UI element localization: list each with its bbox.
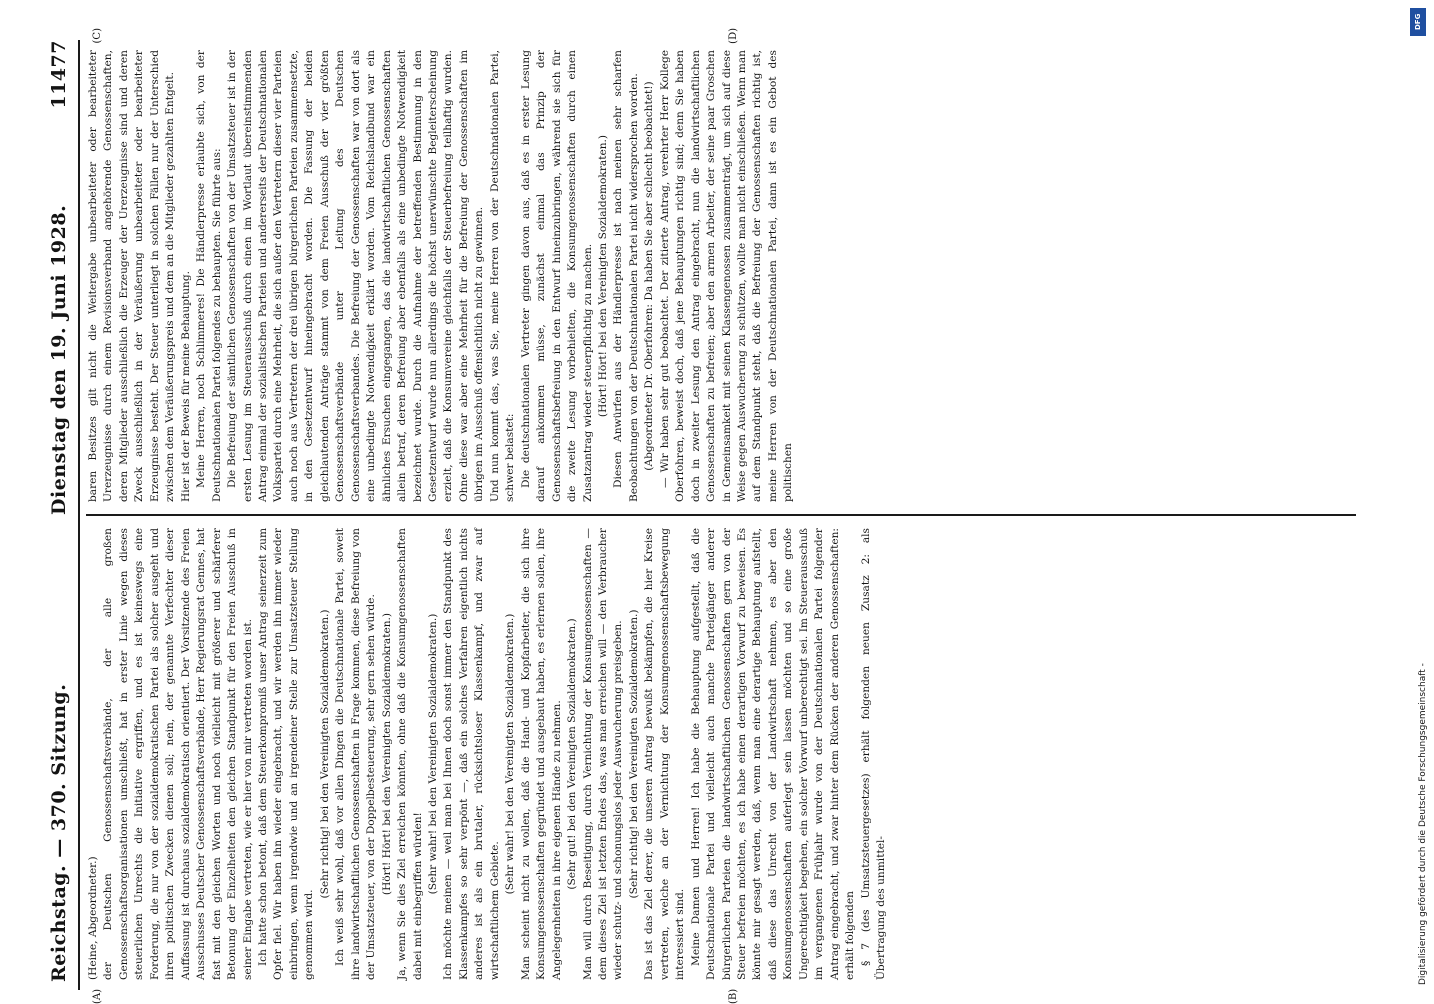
left-column [86, 528, 1371, 1004]
margin-marker-d: (D) [728, 28, 739, 44]
rotated-page-content [40, 28, 1380, 1004]
paragraph: — Wir haben sehr gut beobachtet. Der zitierte Antrag, verehrter Herr Kollege Oberfohren, beweist doch, daß jene Behauptungen richtig sind; denn Sie haben doch in zweiter Lesung den Antrag eingebracht, nun die landwirtschaftlichen Genossenschaften zu befreien; aber den armen Arbeiter, der seine paar Groschen in Gemeinsamkeit mit seinen Klassengenossen zusammenträgt, um sich auf diese Weise gegen Auswucherung zu schützen, wollte man nicht einschließen. Wenn man auf dem Standpunkt steht, daß die Befreiung der Genossenschaften richtig ist, meine Herren von der Deutschnationalen Partei, dann ist es ein Gebot des politischen [658, 50, 795, 502]
right-column [86, 28, 1371, 502]
interjection: (Sehr richtig! bei den Vereinigten Sozialdemokraten.) [318, 609, 331, 899]
paragraph: Man scheint nicht zu wollen, daß die Hand- und Kopfarbeiter, die sich ihre Konsumgenossenschaften gegründet und ausgebaut haben, es erlernen sollen, ihre Angelegenheiten in ihre eigenen Hände zu nehmen. [519, 528, 563, 980]
page-number: 11477 [48, 40, 70, 109]
paragraph: Ich weiß sehr wohl, daß vor allen Dingen die Deutschnationale Partei, soweit ihre landwirtschaftlichen Genossenschaften in Frage kommen, diese Befreiung von der Umsatzsteuer, von der Doppelbesteuerung, sehr gern sehen würde. [334, 528, 378, 980]
dfg-logo: DFG [1410, 8, 1426, 36]
paragraph: Meine Herren, noch Schlimmeres! Die Händlerpresse erlaubte sich, von der Deutschnationalen Partei folgendes zu behaupten. Sie führte aus: [195, 50, 223, 502]
speaker-line: (Heine, Abgeordneter.) [87, 856, 99, 980]
column-divider [86, 514, 1356, 516]
interjection: (Hört! Hört! bei den Vereinigten Sozialdemokraten.) [380, 612, 393, 896]
paragraph: Ja, wenn Sie dies Ziel erreichen könnten, ohne daß die Konsumgenossenschaften dabei mit einbegriffen würden! [396, 528, 424, 980]
page-header [40, 40, 78, 990]
interjection: (Hört! Hört! bei den Vereinigten Sozialdemokraten.) [596, 134, 609, 418]
paragraph: der Deutschen Genossenschaftsverbände, der alle großen Genossenschaftsorganisationen umschließt, hat in erster Linie wegen dieses steuerlichen Unrechts die Initiative ergriffen, und es ist keineswegs eine Forderung, die nur von der sozialdemokratischen Partei als solcher ausgeht und ihren politischen Zwecken dienen soll; nein, der genannte Verfechter dieser Auffassung ist durchaus sozialdemokratisch orientiert. Der Vorsitzende des Freien Ausschusses Deutscher Genossenschaftsverbände, Herr Regierungsrat Gennes, hat fast mit den gleichen Worten und noch vielleicht mit größerer und schärferer Betonung der Einzelheiten den gleichen Standpunkt für den Freien Ausschuß in seiner Eingabe vertreten, wie er hier von mir vertreten worden ist. [102, 528, 254, 980]
margin-marker-c: (C) [92, 28, 103, 44]
interjection: (Abgeordneter Dr. Oberfohren: Da haben Sie aber schlecht beobachtet!) [643, 81, 656, 471]
digitization-credit: Digitalisierung gefördert durch die Deutsche Forschungsgemeinschaft - [1418, 663, 1428, 985]
paragraph: Ich möchte meinen — weil man bei Ihnen doch sonst immer den Standpunkt des Klassenkampfes so sehr verpönt —, daß ein solches Verfahren eigentlich nichts anderes ist als ein brutaler, rücksichtsloser Klassenkampf, und zwar auf wirtschaftlichem Gebiete. [442, 528, 501, 980]
paragraph: Und nun kommt das, was Sie, meine Herren von der Deutschnationalen Partei, schwer belastet: [488, 50, 517, 502]
paragraph: Ich hatte schon betont, daß dem Steuerkompromiß unser Antrag seinerzeit zum Opfer fiel. Wir haben ihn wieder eingebracht, und wir werden ihn immer wieder einbringen, wenn irgendwie und an irgendeiner Stelle zur Umsatzsteuer Stellung genommen wird. [256, 528, 316, 980]
paragraph: Das ist das Ziel derer, die unseren Antrag bewußt bekämpfen, die hier Kreise vertreten, welche an der Vernichtung der Konsumgenossenschaftsbewegung interessiert sind. [643, 528, 687, 980]
quotation: Die Befreiung der sämtlichen Genossenschaften von der Umsatzsteuer ist in der ersten Lesung im Steuerausschuß durch einen im Wortlaut übereinstimmenden Antrag einmal der sozialistischen Parteien und andererseits der Deutschnationalen Volkspartei durch eine Mehrheit, die sich außer den Vertretern dieser vier Parteien auch noch aus Vertretern der drei übrigen bürgerlichen Parteien zusammensetzte, in den Gesetzentwurf hineingebracht worden. Die Fassung der beiden gleichlautenden Anträge stammt von dem Freien Ausschuß der vier größten Genossenschaftsverbände unter Leitung des Deutschen Genossenschaftsverbandes. Die Befreiung der Genossenschaften war von dort als eine unbedingte Notwendigkeit erklärt worden. Vom Reichslandbund war ein ähnliches Ersuchen eingegangen, das die landwirtschaftlichen Genossenschaften allein betraf, deren Befreiung aber ebenfalls als eine unbedingte Notwendigkeit bezeichnet wurde. Durch die Aufnahme der betreffenden Bestimmung in den Gesetzentwurf wurde nun allerdings die höchst unerwünschte Begleiterscheinung erzielt, daß die Konsumvereine gleichfalls der Steuerbefreiung teilhaftig wurden. Ohne diese war aber eine Mehrheit für die Befreiung der Genossenschaften im übrigen im Ausschuß offensichtlich nicht zu gewinnen. [226, 50, 486, 502]
margin-marker-b: (B) [728, 988, 739, 1004]
quotation: Die deutschnationalen Vertreter gingen davon aus, daß es in erster Lesung darauf ankommen müsse, zunächst einmal das Prinzip der Genossenschaftsbefreiung in den Entwurf hineinzubringen, während sie sich für die zweite Lesung vorbehielten, die Konsumgenossenschaften durch einen Zusatzantrag wieder steuerpflichtig zu machen. [519, 50, 594, 502]
digitization-note [1408, 10, 1428, 990]
paragraph: Hier ist der Beweis für meine Behauptung. [179, 270, 192, 502]
paragraph: Meine Damen und Herren! Ich habe die Behauptung aufgestellt, daß die Deutschnationale Partei und vielleicht auch manche Parteigänger anderer bürgerlichen Parteien die landwirtschaftlichen Genossenschaften gern von der Steuer befreien möchten, es ich habe einen derartigen Vorwurf zu beweisen. Es könnte mir gesagt werden, daß, wenn man eine derartige Behauptung aufstellt, daß diese das Unrecht von der Landwirtschaft nehmen, es aber den Konsumgenossenschaften auferlegt sein lassen möchten und so eine große Ungerechtigkeit begehen, ein solcher Vorwurf unberechtigt sei. Im Steuerausschuß im vergangenen Frühjahr wurde von der Deutschnationalen Partei folgender Antrag eingebracht, und zwar hinter dem Rücken der anderen Genossenschaften: erhält folgenden [689, 528, 857, 980]
paragraph: Man will durch Beseitigung, durch Vernichtung der Konsumgenossenschaften — dem dieses Ziel ist letzten Endes das, was man erreichen will — den Verbraucher wieder schutz- und schonungslos jeder Auswucherung preisgeben. [581, 528, 625, 980]
paragraph: baren Besitzes gilt nicht die Weitergabe unbearbeiteter oder bearbeiteter Urerzeugnisse durch einem Revisionsverband angehörende Genossenschaften, deren Mitglieder ausschließlich die Erzeuger der Urerzeugnisse sind und deren Zweck ausschließlich in der Veräußerung unbearbeiteter oder bearbeiteter Erzeugnisse besteht. Der Steuer unterliegt in solchen Fällen nur der Unterschied zwischen dem Veräußerungspreis und dem an die Mitglieder gezahlten Entgelt. [87, 50, 177, 502]
paragraph: Diesen Anwürfen aus der Händlerpresse ist nach meinen sehr scharfen Beobachtungen von der Deutschnationalen Partei nicht widersprochen worden. [612, 50, 640, 502]
header-rule [78, 40, 80, 990]
interjection: (Sehr wahr! bei den Vereinigten Sozialdemokraten.) [426, 613, 439, 895]
margin-marker-a: (A) [92, 988, 103, 1004]
interjection: (Sehr richtig! bei den Vereinigten Sozialdemokraten.) [627, 609, 640, 899]
header-session: Reichstag. — 370. Sitzung. [48, 683, 70, 982]
header-date: Dienstag den 19. Juni 1928. [48, 204, 70, 515]
paragraph: § 7 (des Umsatzsteuergesetzes) erhält folgenden neuen Zusatz 2: als Übertragung des unmittel- [859, 528, 888, 980]
interjection: (Sehr gut! bei den Vereinigten Sozialdemokraten.) [566, 618, 579, 890]
interjection: (Sehr wahr! bei den Vereinigten Sozialdemokraten.) [504, 613, 517, 895]
